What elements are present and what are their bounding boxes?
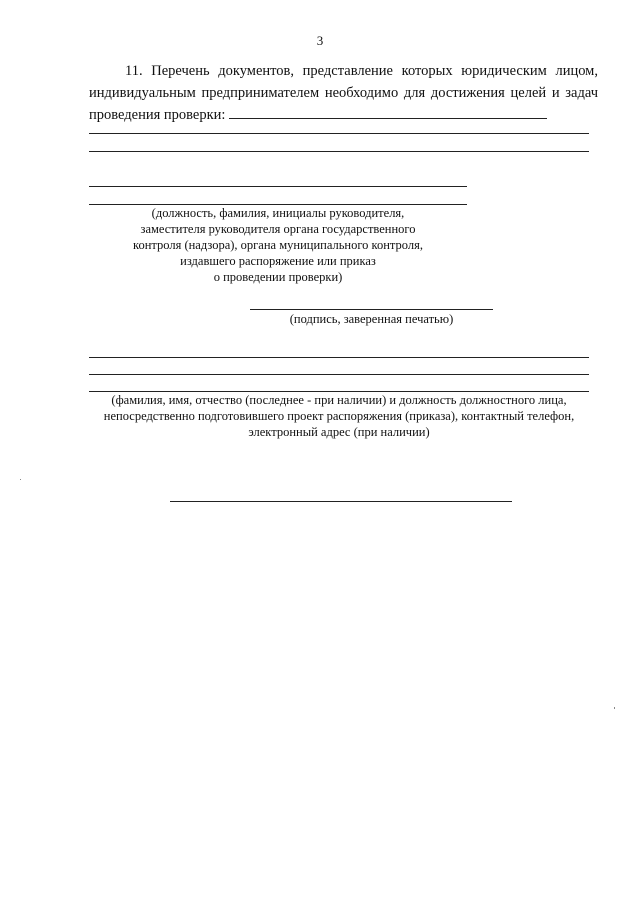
scan-speck: [614, 708, 615, 709]
head-caption-line: о проведении проверки): [213, 270, 343, 284]
head-position-line-1[interactable]: [89, 186, 467, 187]
head-caption-line: заместителя руководителя органа государственного: [140, 222, 416, 236]
official-caption-line: (фамилия, имя, отчество (последнее - при наличии) и должность должностного лица,: [111, 393, 567, 407]
section-11-text: 11. Перечень документов, представление которых юридическим лицом, индивидуальным предпринимателем необходимо для достижения целей и задач проведения проверки:: [89, 63, 598, 123]
head-caption-line: контроля (надзора), органа муниципального контроля,: [133, 238, 423, 252]
documents-list-fill-line[interactable]: [229, 107, 547, 119]
documents-list-line-2[interactable]: [89, 133, 589, 134]
official-line-1[interactable]: [89, 357, 589, 358]
official-line-2[interactable]: [89, 374, 589, 375]
scan-speck: [20, 479, 21, 480]
official-caption-line: непосредственно подготовившего проект распоряжения (приказа), контактный телефон,: [103, 409, 575, 423]
signature-line[interactable]: [250, 309, 493, 310]
section-11-paragraph: [89, 60, 598, 126]
documents-list-line-3[interactable]: [89, 151, 589, 152]
head-caption-line: (должность, фамилия, инициалы руководителя,: [151, 206, 405, 220]
head-caption-line: издавшего распоряжение или приказ: [180, 254, 376, 268]
signature-caption: (подпись, заверенная печатью): [289, 312, 454, 326]
official-caption-line: электронный адрес (при наличии): [248, 425, 430, 439]
page-number: 3: [316, 33, 324, 48]
head-caption: [89, 205, 467, 285]
closing-separator-line: [170, 501, 512, 502]
official-caption: [72, 392, 606, 440]
